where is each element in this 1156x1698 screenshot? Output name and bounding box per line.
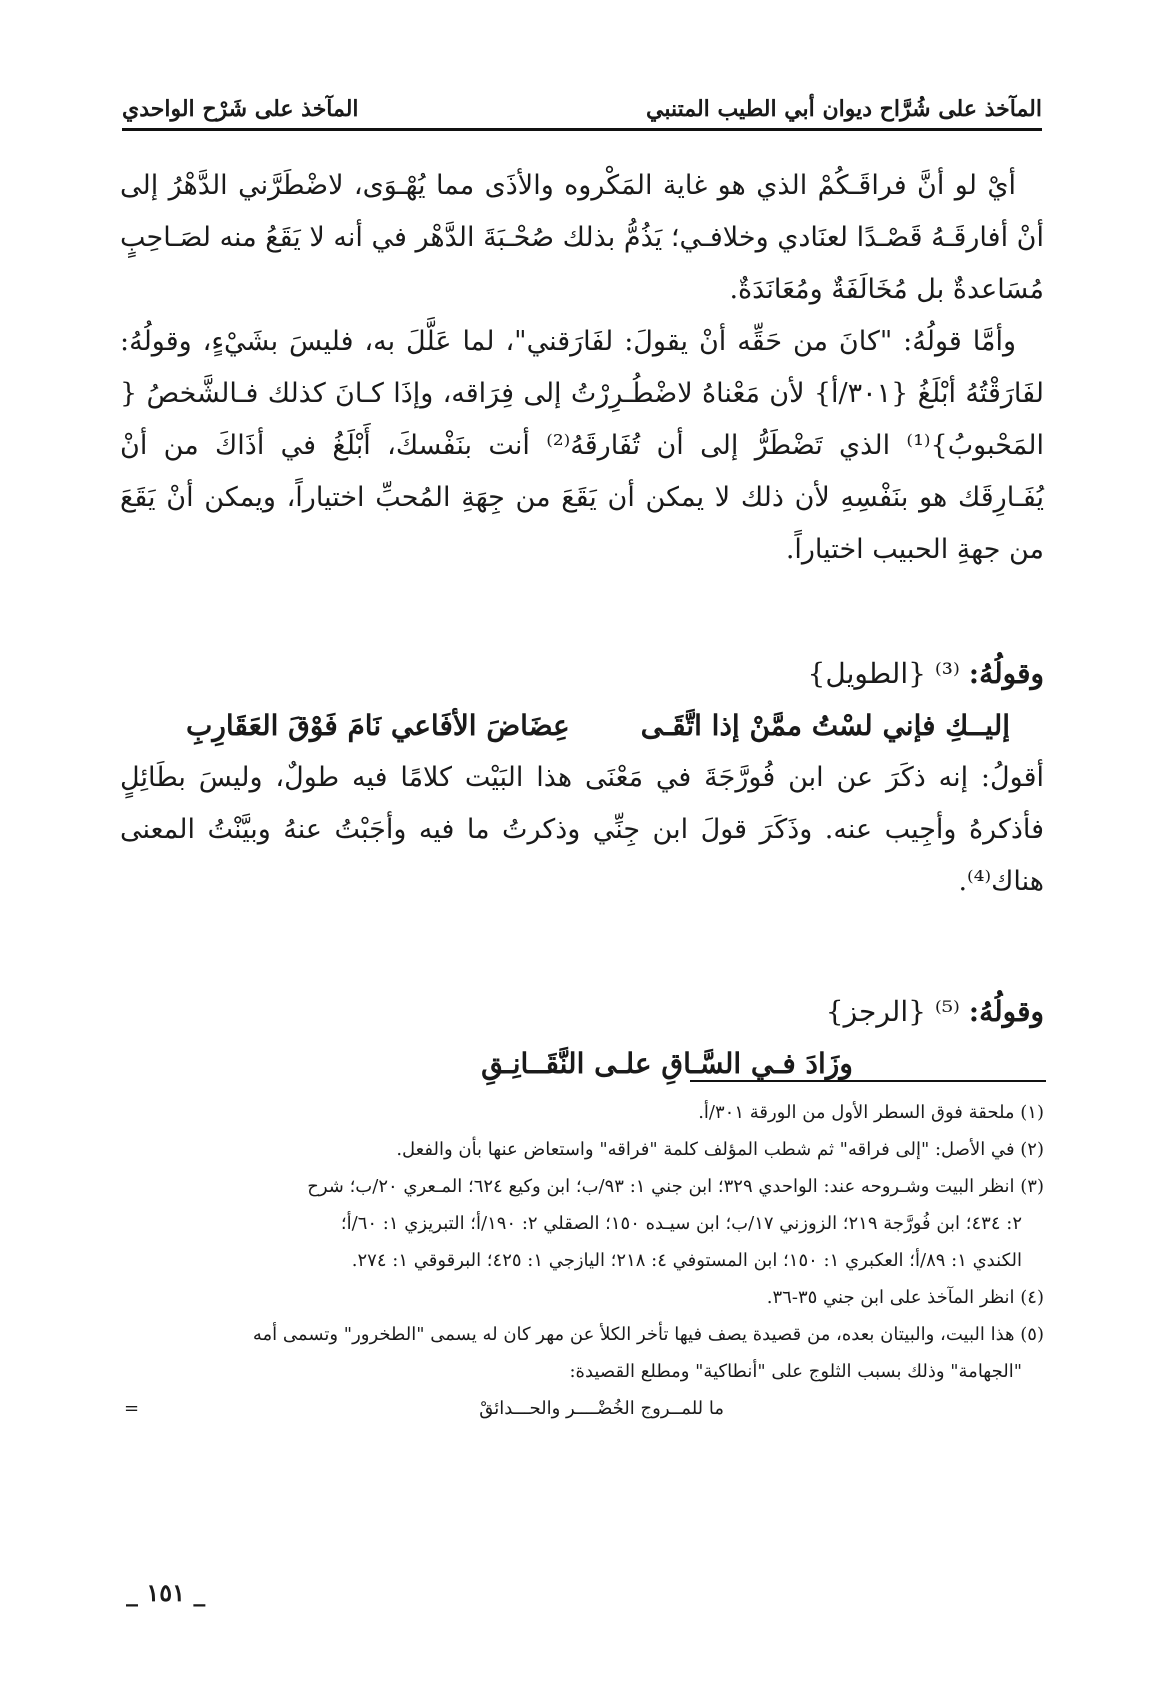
verse-intro-word: وقولُهُ: — [968, 995, 1044, 1028]
footnotes — [120, 1094, 1044, 1427]
verse-intro-word: وقولُهُ: — [968, 657, 1044, 690]
verse-intro-2 — [120, 986, 1044, 1038]
footnote-4: (٤) انظر المآخذ على ابن جني ٣٥-٣٦. — [766, 1287, 1044, 1308]
footnote-ref: ⁽⁵⁾ — [934, 995, 960, 1028]
footnote-5-line-2: "الجهامة" وذلك بسبب الثلوج على "أنطاكية" ومطلع القصيدة: — [569, 1361, 1022, 1382]
paragraph-1: أيْ لو أنَّ فراقَـكُمْ الذي هو غاية المَكْروه والأذَى مما يُهْـوَى، لاضْطَرَّني الدَّهْرُ إلى أنْ أفارقَـهُ قَصْـدًا لعنَادي وخلافـي؛ يَذُمُّ بذلك صُحْـبَةَ الدَّهْر في أنه لا يَقَعُ منه لصَـاحِبٍ مُسَاعدةٌ بل مُخَالَفَةٌ ومُعَانَدَةٌ. — [120, 170, 1044, 305]
running-header — [122, 88, 1042, 131]
continuation-mark: = — [124, 1398, 140, 1419]
page-number: _ ١٥١ _ — [126, 1578, 206, 1607]
footnote-separator — [690, 1080, 1046, 1082]
footnote-5-verse-text: ما للمــروج الخُضْــــر والحـــدائقْ — [479, 1398, 724, 1419]
verse-second-hemistich: عِضَاضَ الأفَاعي نَامَ فَوْقَ العَقَارِبِ — [186, 709, 570, 742]
main-text — [120, 160, 1044, 1090]
footnote-3: (٣) انظر البيت وشـروحه عند: الواحدي ٣٢٩؛ ابن جني ١: ٩٣/ب؛ ابن وكيع ٦٢٤؛ المـعري ٢٠/ب؛ شرح — [307, 1176, 1044, 1197]
verse-first-hemistich: إليــكِ فإني لسْتُ ممَّنْ إذا اتَّقَـى — [640, 709, 1010, 742]
poem-verse-2: وزَادَ فـي السَّـاقِ علـى النَّقَــانِـقِ — [481, 1047, 853, 1080]
footnote-ref: ⁽³⁾ — [934, 657, 960, 690]
footnote-3-line-2: ٢: ٤٣٤؛ ابن فُورَّجة ٢١٩؛ الزوزني ١٧/ب؛ ابن سيـده ١٥٠؛ الصقلي ٢: ١٩٠/أ؛ التبريزي ١: ٦٠/أ؛ — [340, 1213, 1022, 1234]
footnote-2: (٢) في الأصل: "إلى فراقه" ثم شطب المؤلف كلمة "فراقه" واستعاض عنها بأن والفعل. — [396, 1139, 1044, 1160]
meter-name: {الطويل} — [807, 657, 926, 690]
paragraph-3: أقولُ: إنه ذكَرَ عن ابن فُورَّجَةَ في مَعْنَى هذا البَيْت كلامًا فيه طولٌ، وليسَ بطَائِلٍ فأذكرهُ وأجِيب عنه. وذَكَرَ قولَ ابن جِنِّي وذكرتُ ما فيه وأجَبْتُ عنهُ وبيَّنْتُ المعنى هناك⁽⁴⁾. — [120, 762, 1044, 897]
footnote-5: (٥) هذا البيت، والبيتان بعده، من قصيدة يصف فيها تأخر الكلأ عن مهر كان له يسمى "الطخرور" وتسمى أمه — [252, 1324, 1044, 1345]
paragraph-2: وأمَّا قولُهُ: "كانَ من حَقِّه أنْ يقولَ: لفَارَقني"، لما عَلَّلَ به، فليسَ بشَيْءٍ، وقولُهُ: لفَارَقْتُهُ أبْلَغُ {٣٠١/أ} لأن مَعْناهُ لاضْطُـرِرْتُ إلى فِرَاقه، وإذَا كـانَ كذلك فـالشَّخصُ { المَحْبوبُ}⁽¹⁾ الذي تَضْطَرُّ إلى أن تُفَارقَهُ⁽²⁾ أنت بنَفْسكَ، أَبْلَغُ في أذَاكَ من أنْ يُفَـارِقَك هو بنَفْسِهِ لأن ذلك لا يمكن أن يَقَعَ من جِهَةِ المُحبِّ اختياراً، ويمكن أنْ يَقَعَ من جهةِ الحبيب اختياراً. — [120, 326, 1045, 565]
footnote-1: (١) ملحقة فوق السطر الأول من الورقة ٣٠١/أ. — [698, 1102, 1044, 1123]
header-section-title: المآخذ على شَرْح الواحدي — [122, 96, 359, 122]
footnote-3-line-3: الكندي ١: ٨٩/أ؛ العكبري ١: ١٥٠؛ ابن المستوفي ٤: ٢١٨؛ اليازجي ١: ٤٢٥؛ البرقوقي ١: ٢٧٤. — [351, 1250, 1022, 1271]
verse-intro-1 — [120, 648, 1044, 700]
footnote-5-verse — [120, 1390, 1044, 1427]
header-book-title: المآخذ على شُرَّاح ديوان أبي الطيب المتنبي — [646, 96, 1042, 122]
meter-name: {الرجز} — [825, 995, 926, 1028]
poem-verse-1 — [120, 700, 1044, 752]
